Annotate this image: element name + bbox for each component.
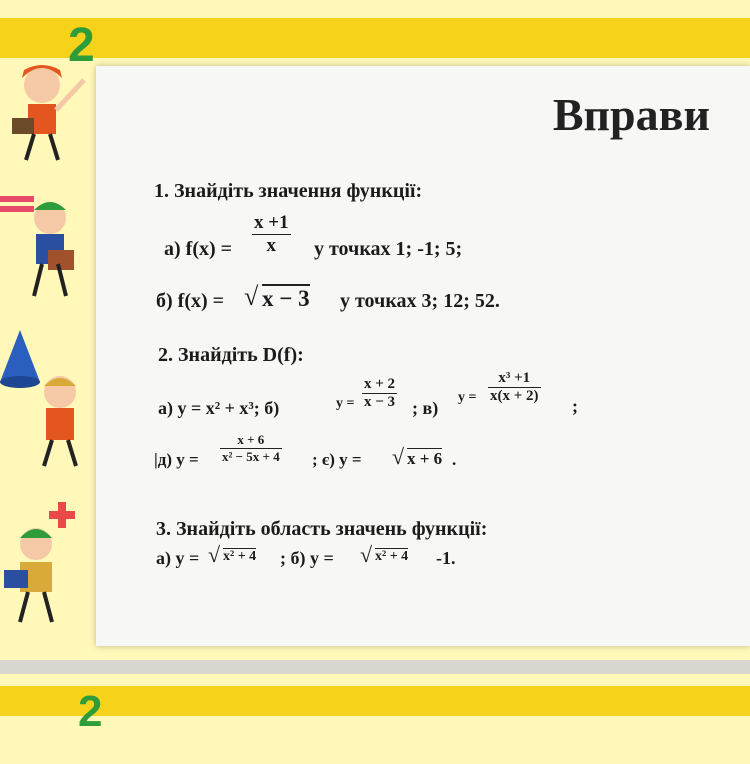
task1-a-fraction (252, 212, 291, 257)
task2-d-fraction (220, 432, 282, 465)
task2-heading: 2. Знайдіть D(f): (158, 344, 304, 366)
kid-figure-2 (0, 190, 95, 310)
task2-c-denominator: x(x + 2) (490, 388, 539, 404)
task1-b-prefix: б) f(x) = (156, 290, 225, 312)
task3-a-radical: √ (208, 542, 221, 567)
task3-b-radical: √ (360, 542, 373, 567)
task1-a-suffix: у точках 1; -1; 5; (314, 238, 463, 260)
task2-a-line: а) y = x² + x³; б) (158, 398, 280, 418)
kid-figure-3 (0, 330, 95, 470)
task2-c-end: ; (572, 396, 578, 416)
task2-b-y: y = (336, 396, 355, 411)
task3-b-prefix: ; б) y = (280, 548, 334, 568)
task2-c-y: y = (458, 390, 477, 405)
task1-a-denominator: x (266, 235, 277, 256)
task2-b-numerator: x + 2 (364, 376, 396, 392)
exercise-card (96, 66, 750, 646)
task1-b-radical: √ (244, 282, 259, 311)
task2-d-prefix: |д) y = (154, 450, 199, 469)
task1-heading: 1. Знайдіть значення функції: (154, 180, 423, 202)
slide-number-top: 2 (68, 19, 95, 72)
task3-a-radicand: x² + 4 (223, 549, 257, 564)
task2-c-numerator: x³ +1 (488, 370, 541, 388)
task2-b-sep: ; в) (412, 398, 439, 418)
task2-b-fraction (362, 376, 397, 411)
page-title: Вправи (552, 89, 710, 140)
task1-a-numerator: x +1 (254, 212, 289, 233)
top-yellow-band (0, 18, 750, 58)
kid-figure-4 (0, 500, 95, 630)
bottom-yellow-band (0, 686, 750, 716)
task2-e-radical: √ (392, 444, 405, 469)
slide-number-bottom: 2 (78, 687, 103, 736)
kid-figure-1 (0, 60, 95, 170)
task3-b-suffix: -1. (436, 548, 456, 568)
task2-e-end: . (452, 450, 457, 469)
task2-c-fraction (488, 370, 541, 405)
task1-b-radicand: x − 3 (262, 286, 310, 311)
task3-heading: 3. Знайдіть область значень функції: (156, 518, 488, 540)
task3-b-radicand: x² + 4 (375, 549, 409, 564)
task2-d-numerator: x + 6 (220, 432, 282, 449)
task2-e-radicand: x + 6 (407, 449, 443, 468)
task1-b-suffix: у точках 3; 12; 52. (340, 290, 500, 312)
task1-a-prefix: а) f(x) = (164, 238, 233, 260)
task2-d-sep: ; є) y = (312, 450, 362, 469)
task3-a-prefix: а) y = (156, 548, 200, 568)
task2-b-denominator: x − 3 (364, 394, 396, 410)
task2-d-denominator: x² − 5x + 4 (222, 449, 280, 464)
